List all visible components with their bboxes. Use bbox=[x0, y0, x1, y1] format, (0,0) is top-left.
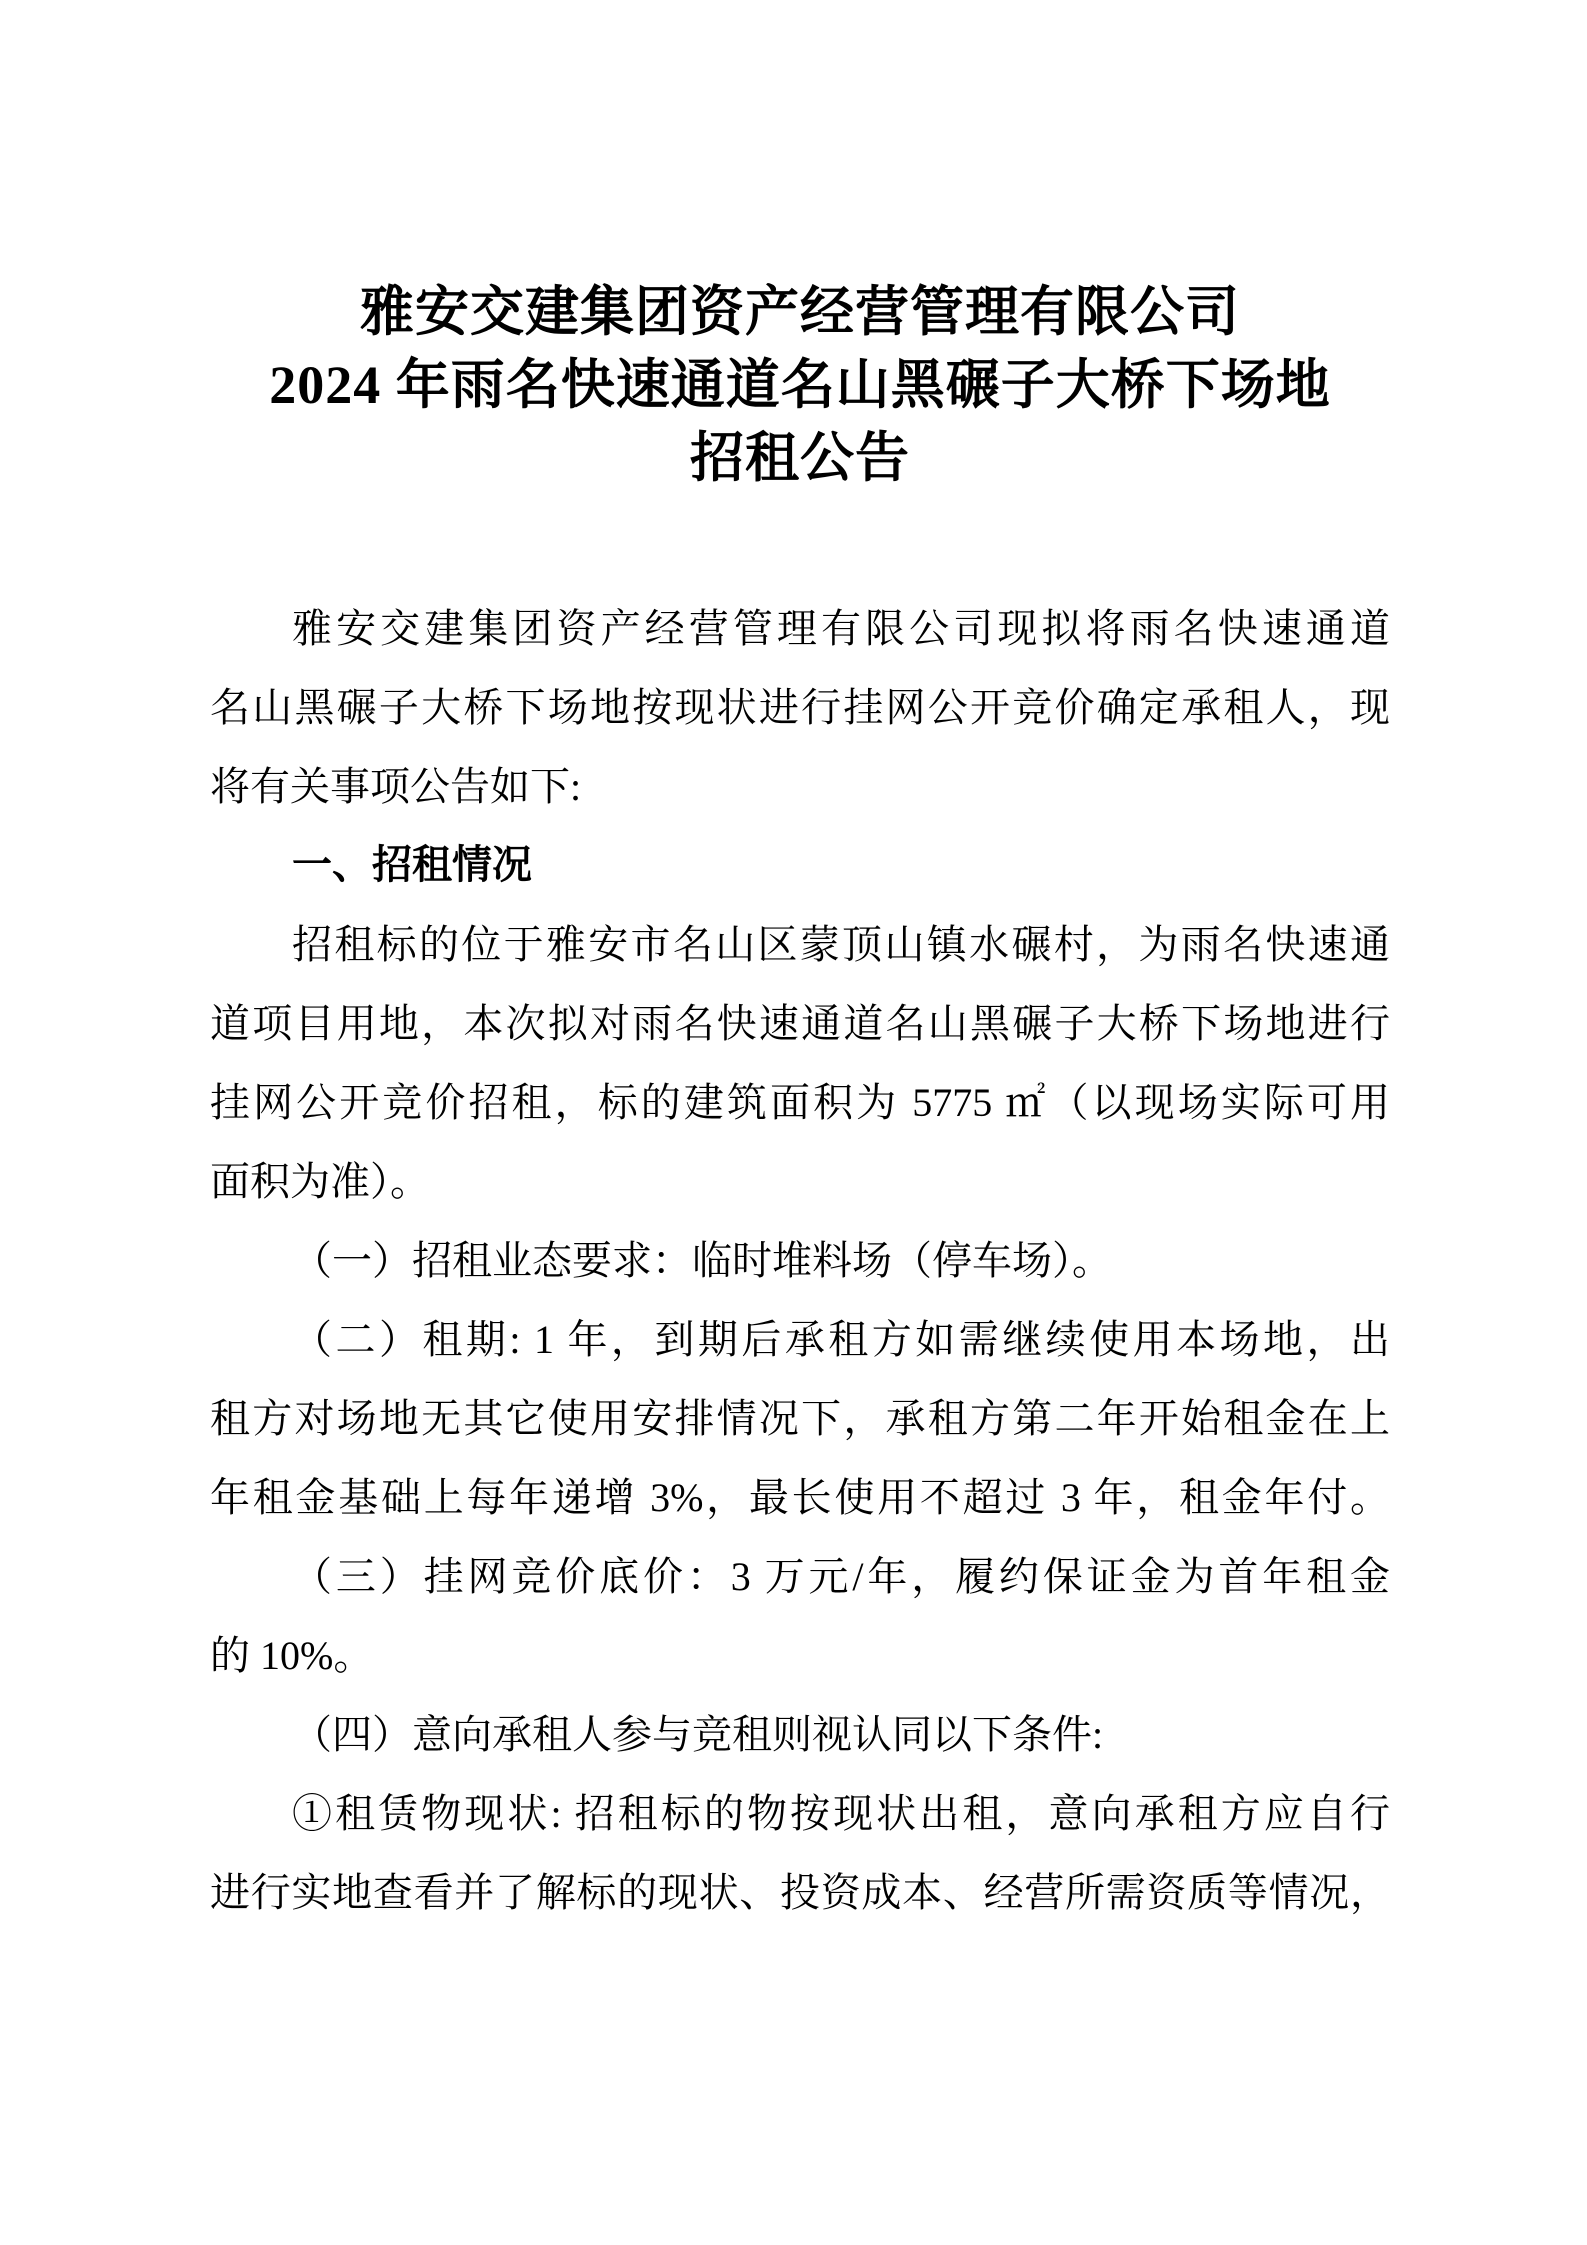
section1-item3-line: （三）挂网竞价底价：3 万元/年，履约保证金为首年租金 bbox=[292, 1554, 1390, 1599]
section1-para1-line: 挂网公开竞价招租，标的建筑面积为 5775 ㎡（以现场实际可用 bbox=[210, 1080, 1390, 1125]
document-title bbox=[210, 276, 1390, 495]
title-line-2: 2024 年雨名快速通道名山黑碾子大桥下场地 bbox=[269, 355, 1331, 415]
section1-item1-line: （一）招租业态要求：临时堆料场（停车场）。 bbox=[292, 1238, 1112, 1283]
section1-item4-line: （四）意向承租人参与竞租则视认同以下条件: bbox=[292, 1712, 1104, 1757]
section1-item3-line: 的 10%。 bbox=[210, 1633, 374, 1678]
section1-para1-line: 面积为准）。 bbox=[210, 1159, 430, 1204]
section1-item4-sub1-line: 进行实地查看并了解标的现状、投资成本、经营所需资质等情况， bbox=[210, 1870, 1390, 1915]
section1-heading: 一、招租情况 bbox=[292, 843, 532, 887]
title-line-3: 招租公告 bbox=[690, 428, 910, 488]
section1-para1-line: 招租标的位于雅安市名山区蒙顶山镇水碾村，为雨名快速通 bbox=[292, 922, 1390, 967]
section1-item4-sub1-line: ①租赁物现状: 招租标的物按现状出租，意向承租方应自行 bbox=[292, 1791, 1390, 1836]
section1-item2-line: （二）租期: 1 年，到期后承租方如需继续使用本场地，出 bbox=[292, 1317, 1390, 1362]
section1-para1-line: 道项目用地，本次拟对雨名快速通道名山黑碾子大桥下场地进行 bbox=[210, 1001, 1390, 1046]
intro-paragraph-line: 雅安交建集团资产经营管理有限公司现拟将雨名快速通道 bbox=[292, 606, 1390, 651]
document-body bbox=[210, 589, 1390, 1932]
intro-paragraph-line: 将有关事项公告如下: bbox=[210, 764, 582, 809]
intro-paragraph-line: 名山黑碾子大桥下场地按现状进行挂网公开竞价确定承租人，现 bbox=[210, 685, 1390, 730]
section1-item2-line: 租方对场地无其它使用安排情况下，承租方第二年开始租金在上 bbox=[210, 1396, 1390, 1441]
section1-item2-line: 年租金基础上每年递增 3%，最长使用不超过 3 年，租金年付。 bbox=[210, 1475, 1390, 1520]
title-line-1: 雅安交建集团资产经营管理有限公司 bbox=[360, 282, 1240, 342]
